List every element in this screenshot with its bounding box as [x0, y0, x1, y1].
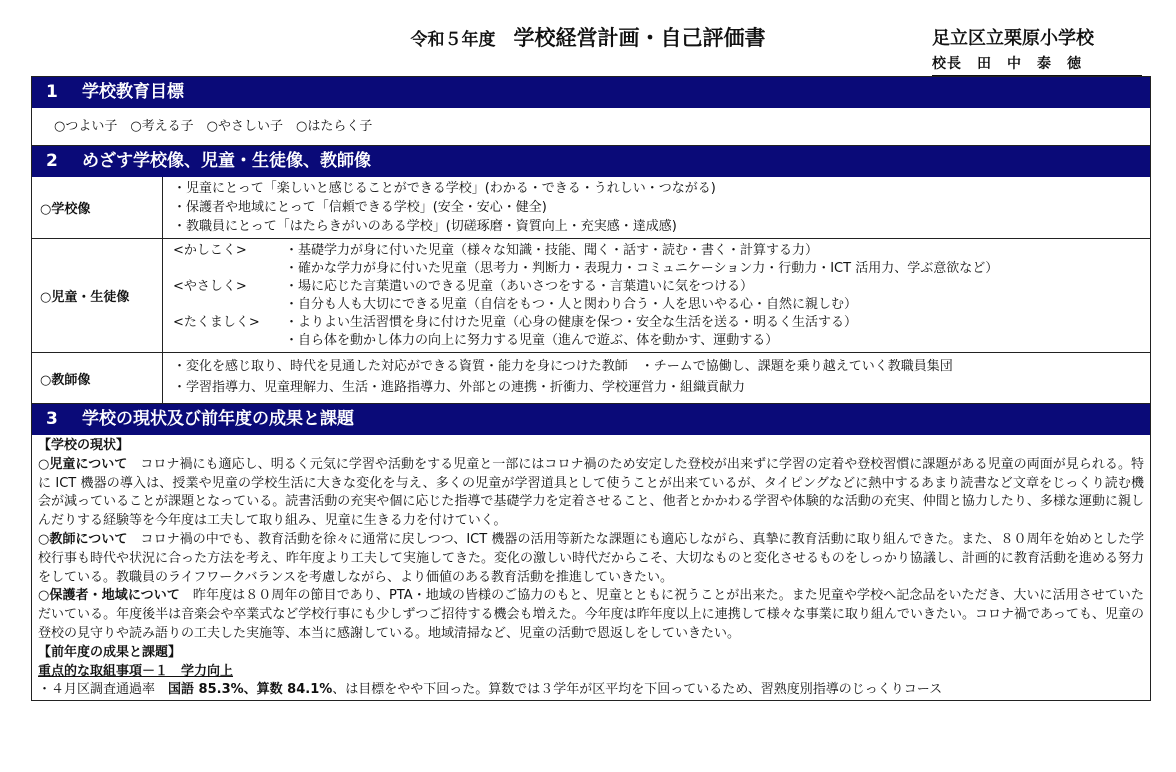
list-item: ・児童にとって「楽しいと感じることができる学校」(わかる・できる・うれしい・つながる) — [173, 181, 716, 196]
children-paragraph — [38, 456, 1144, 531]
section3-header — [32, 404, 1150, 435]
educational-goals: ○つよい子 ○考える子 ○やさしい子 ○はたらく子 — [32, 108, 1150, 146]
list-item: ・確かな学力が身に付いた児童（思考力・判断力・表現力・コミュニケーション力・行動力・ICT 活用力、学ぶ意欲など） — [285, 261, 999, 276]
list-item: ・自ら体を動かし体力の向上に努力する児童（進んで遊ぶ、体を動かす、運動する） — [285, 333, 779, 348]
section1-title: 学校教育目標 — [82, 82, 184, 102]
list-item: ・学習指導力、児童理解力、生活・進路指導力、外部との連携・折衝力、学校運営力・組織貢献力 — [173, 380, 746, 395]
section3-number: 3 — [46, 409, 58, 429]
results-heading: 【前年度の成果と課題】 — [38, 644, 182, 660]
survey-rest: 、は目標をやや下回った。算数では３学年が区平均を下回っているため、習熟度別指導のじっくりコース — [332, 682, 943, 698]
teacher-vision-row — [32, 353, 1150, 404]
survey-prefix: ・４月区調査通過率 — [38, 682, 169, 698]
list-item: ・教職員にとって「はたらきがいのある学校」(切磋琢磨・資質向上・充実感・達成感) — [173, 219, 677, 234]
section1-number: 1 — [46, 82, 58, 102]
survey-scores: 国語 85.3%、算数 84.1% — [168, 682, 333, 698]
list-item: ・よりよい生活習慣を身に付けた児童（心身の健康を保つ・安全な生活を送る・明るく生活する） — [285, 315, 858, 330]
keyword-yasashiku: <やさしく> — [173, 279, 247, 294]
fiscal-year: 令和５年度 — [410, 30, 496, 50]
community-paragraph — [38, 587, 1144, 643]
status-heading: 【学校の現状】 — [38, 438, 130, 453]
section2-title: めざす学校像、児童・生徒像、教師像 — [82, 151, 371, 171]
teachers-heading: ○教師について — [38, 531, 128, 547]
section3-title: 学校の現状及び前年度の成果と課題 — [82, 409, 354, 429]
school-vision-label: ○学校像 — [32, 177, 163, 238]
teachers-paragraph — [38, 531, 1144, 587]
list-item: ・基礎学力が身に付いた児童（様々な知識・技能、聞く・話す・読む・書く・計算する力） — [285, 243, 819, 258]
children-text: コロナ禍にも適応し、明るく元気に学習や活動をする児童と一部にはコロナ禍のため安定した登校が出来ずに学習の定着や登校習慣に課題がある児童の両面が見られる。特に ICT 機器の導入は、授業や児童の学校生活に大きな変化を与え、多くの児童が学習道具として使うことが出来ているが、タイピングなどに熱中するあまり読書など文章をじっくり読む機会が減っていることが課題となっている。読書活動の充実や個に応じた指導で基礎学力を定着させること、他者とかかわる学習や体験的な活動の充実、仲間と協力したり、多様な運動に親しんだりする経験等を今年度は工夫して取り組み、児童に生きる力を付けていく。 — [38, 456, 1144, 529]
list-item: ・場に応じた言葉遣いのできる児童（あいさつをする・言葉遣いに気をつける） — [285, 279, 754, 294]
teacher-vision-content — [163, 353, 1150, 403]
principal-name: 校長 田 中 泰 徳 — [932, 53, 1142, 76]
teacher-vision-label: ○教師像 — [32, 353, 163, 403]
children-heading: ○児童について — [38, 456, 128, 472]
child-vision-content — [163, 239, 1150, 352]
school-vision-row — [32, 177, 1150, 239]
priority-heading: 重点的な取組事項－１ 学力向上 — [38, 663, 234, 679]
community-text: 昨年度は８０周年の節目であり、PTA・地域の皆様のご協力のもと、児童とともに祝うことが出来た。また児童や学校へ記念品をいただき、大いに活用させていただいている。年度後半は音楽会や卒業式など学校行事にも少しずつご招待する機会も増えた。今年度は昨年度以上に連携して様々な事業に取り組んでいきたい。コロナ禍であっても、児童の登校の見守りや読み語りの工夫した実施等、本当に感謝している。地域清掃など、児童の活動で恩返しをしていきたい。 — [38, 588, 1144, 641]
child-vision-label: ○児童・生徒像 — [32, 239, 163, 352]
list-item: ・変化を感じ取り、時代を見通した対応ができる資質・能力を身につけた教師 ・チームで協働し、課題を乗り越えていく教職員集団 — [173, 359, 953, 374]
keyword-takumashiku: <たくましく> — [173, 315, 260, 330]
section1-header — [32, 77, 1150, 108]
plan-document — [31, 76, 1151, 701]
teachers-text: コロナ禍の中でも、教育活動を徐々に通常に戻しつつ、ICT 機器の活用等新たな課題にも適応しながら、真摯に教育活動に取り組んできた。また、８０周年を始めとした学校行事も時代や状況に合った方法を考え、昨年度より工夫して実施してきた。変化の激しい時代だからこそ、大切なものと変化させるものをしっかり協議し、計画的に教育活動を進める努力をしている。教職員のライフワークバランスを考慮しながら、より価値のある教育活動を推進していきたい。 — [38, 531, 1144, 585]
list-item: ・保護者や地域にとって「信頼できる学校」(安全・安心・健全) — [173, 200, 547, 215]
school-name: 足立区立栗原小学校 — [932, 28, 1094, 49]
keyword-kashikoku: <かしこく> — [173, 243, 247, 258]
survey-result-line — [38, 681, 1144, 700]
list-item: ・自分も人も大切にできる児童（自信をもつ・人と関わり合う・人を思いやる心・自然に親しむ） — [285, 297, 858, 312]
current-status-body — [32, 435, 1150, 700]
document-title: 学校経営計画・自己評価書 — [513, 26, 766, 50]
child-vision-row — [32, 239, 1150, 353]
section2-header — [32, 146, 1150, 177]
section2-number: 2 — [46, 151, 58, 171]
school-vision-content — [163, 177, 1150, 238]
community-heading: ○保護者・地域について — [38, 588, 180, 604]
